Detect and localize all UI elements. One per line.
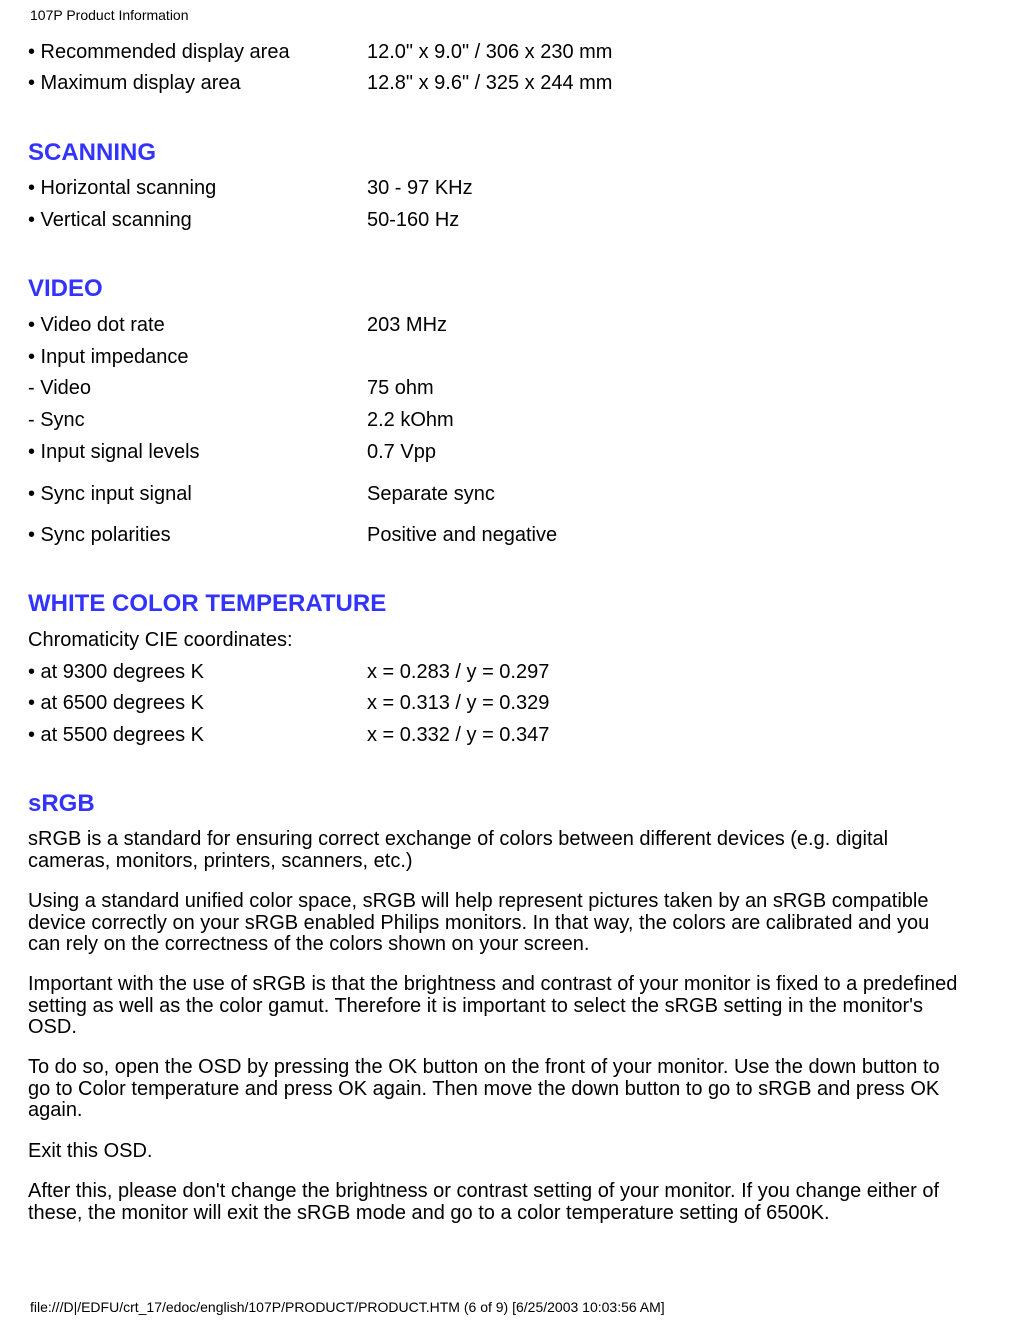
srgb-paragraph: Using a standard unified color space, sRGB will help represent pictures taken by an sRGB compatible device correctly on your sRGB enabled Philips monitors. In that way, the colors are calibrated and you can rely on the correctness of the colors shown on your screen.: [28, 890, 930, 956]
spec-value: Separate sync: [367, 483, 495, 505]
spec-value: Positive and negative: [367, 524, 558, 546]
chromaticity-intro: Chromaticity CIE coordinates:: [28, 629, 293, 651]
section-heading-white-color-temperature: WHITE COLOR TEMPERATURE: [28, 590, 387, 617]
spec-label: • Sync polarities: [28, 524, 171, 546]
page-footer: file:///D|/EDFU/crt_17/edoc/english/107P/PRODUCT/PRODUCT.HTM (6 of 9) [6/25/2003 10:03:56 AM]: [30, 1299, 665, 1315]
spec-row: [28, 176, 473, 200]
spec-row: [28, 71, 613, 95]
spec-label: - Sync: [28, 409, 85, 431]
srgb-paragraph: Important with the use of sRGB is that the brightness and contrast of your monitor is fixed to a predefined setting as well as the color gamut. Therefore it is important to select the sRGB setting in the monitor's OSD.: [28, 973, 958, 1039]
srgb-paragraph: To do so, open the OSD by pressing the OK button on the front of your monitor. Use the down button to go to Color temperature and press OK again. Then move the down button to go to sRGB and press OK again.: [28, 1056, 940, 1122]
section-heading-video: VIDEO: [28, 275, 103, 302]
spec-label: • at 9300 degrees K: [28, 661, 205, 683]
spec-label: • Maximum display area: [28, 72, 241, 94]
spec-value: 2.2 kOhm: [367, 409, 454, 431]
spec-value: 12.8" x 9.6" / 325 x 244 mm: [367, 72, 613, 94]
section-heading-scanning: SCANNING: [28, 139, 157, 166]
spec-value: 203 MHz: [367, 314, 448, 336]
spec-row: [28, 660, 550, 684]
spec-row: [28, 440, 436, 464]
spec-row: [28, 691, 550, 715]
spec-row: [28, 208, 460, 232]
spec-label: • Horizontal scanning: [28, 177, 217, 199]
spec-row: [28, 523, 558, 547]
spec-value: x = 0.332 / y = 0.347: [367, 724, 550, 746]
spec-row: [28, 345, 188, 369]
spec-label: - Video: [28, 377, 92, 399]
spec-label: • Video dot rate: [28, 314, 165, 336]
spec-row: [28, 313, 448, 337]
spec-row: [28, 40, 613, 64]
spec-value: x = 0.283 / y = 0.297: [367, 661, 550, 683]
srgb-paragraph: After this, please don't change the brightness or contrast setting of your monitor. If you change either of these, the monitor will exit the sRGB mode and go to a color temperature setting of 6500K.: [28, 1180, 940, 1224]
spec-label: • Recommended display area: [28, 41, 290, 63]
spec-value: x = 0.313 / y = 0.329: [367, 692, 550, 714]
spec-value: 50-160 Hz: [367, 209, 460, 231]
spec-row: [28, 723, 550, 747]
spec-row: [28, 482, 495, 506]
spec-value: 30 - 97 KHz: [367, 177, 473, 199]
spec-value: 75 ohm: [367, 377, 434, 399]
spec-label: • Vertical scanning: [28, 209, 192, 231]
page-header: 107P Product Information: [30, 7, 189, 23]
spec-label: • Input signal levels: [28, 441, 200, 463]
spec-label: • Sync input signal: [28, 483, 192, 505]
spec-value: 12.0" x 9.0" / 306 x 230 mm: [367, 41, 613, 63]
spec-label: • at 5500 degrees K: [28, 724, 205, 746]
spec-row: [28, 408, 454, 432]
section-heading-srgb: sRGB: [28, 790, 95, 817]
srgb-paragraph: Exit this OSD.: [28, 1140, 153, 1162]
srgb-paragraph: sRGB is a standard for ensuring correct exchange of colors between different devices (e.g. digital cameras, monitors, printers, scanners, etc.): [28, 828, 889, 872]
spec-value: 0.7 Vpp: [367, 441, 436, 463]
spec-label: • Input impedance: [28, 346, 189, 368]
spec-label: • at 6500 degrees K: [28, 692, 205, 714]
spec-row: [28, 376, 434, 400]
